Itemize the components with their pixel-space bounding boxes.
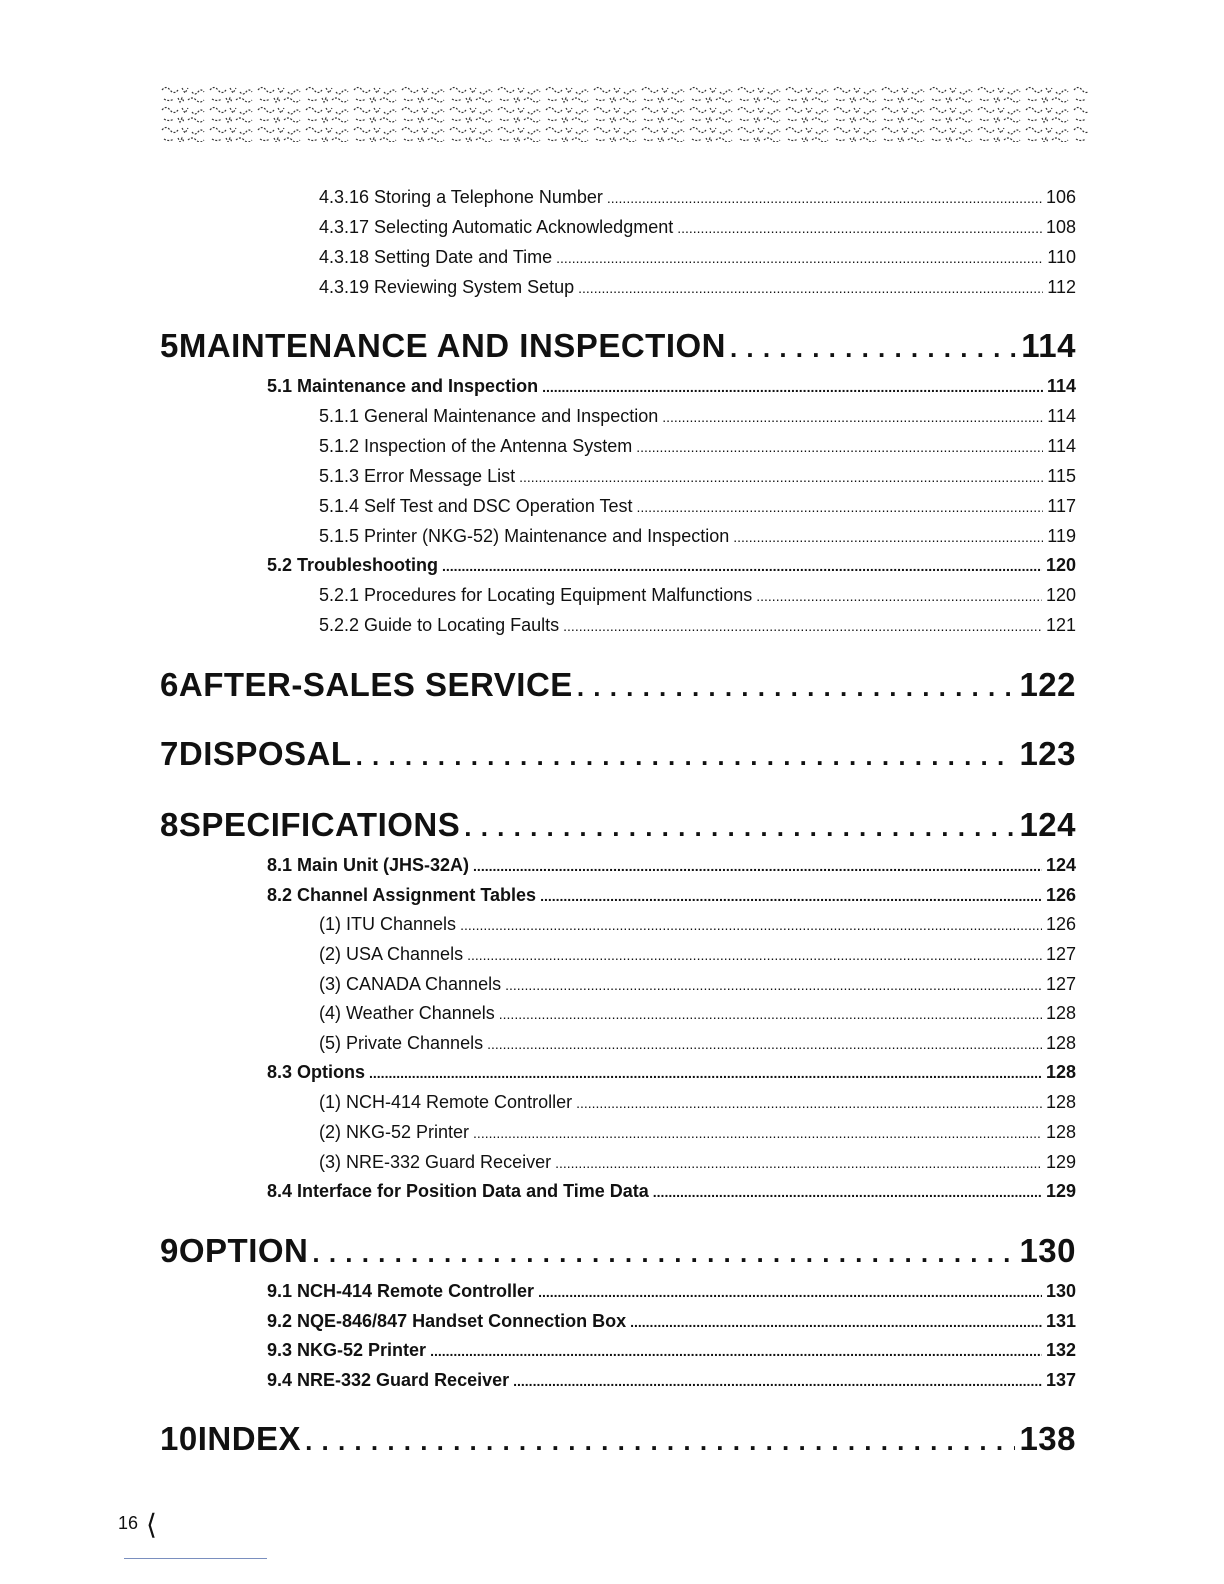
dot-leader [653, 1184, 1042, 1200]
toc-entry-page: 130 [1019, 1232, 1076, 1269]
dot-leader [467, 947, 1042, 963]
toc-entry-chapter [160, 1420, 1076, 1458]
toc-entry-page: 114 [1046, 376, 1076, 396]
toc-entry-label: 5.2.1 Procedures for Locating Equipment Malfunctions [319, 585, 753, 605]
dot-leader [563, 618, 1042, 634]
dot-leader [637, 499, 1044, 515]
dot-leader [630, 1314, 1042, 1330]
toc-entry-section [267, 555, 1076, 576]
dot-leader [542, 379, 1043, 395]
toc-entry-page: 114 [1021, 327, 1076, 364]
toc-entry-page: 126 [1045, 914, 1076, 934]
dot-leader [607, 190, 1042, 206]
toc-entry-sub [319, 1122, 1076, 1143]
toc-entry-section [267, 885, 1076, 906]
toc-entry-sub [319, 944, 1076, 965]
toc-entry-sub [319, 217, 1076, 238]
toc-entry-section [267, 376, 1076, 397]
toc-entry-label: 5.2 Troubleshooting [267, 555, 439, 575]
dot-leader [473, 858, 1042, 874]
toc-entry-label: OPTION [178, 1232, 309, 1269]
toc-entry-sub [319, 466, 1076, 487]
toc-entry-section [267, 855, 1076, 876]
toc-entry-sub [319, 1033, 1076, 1054]
chapter-number: 9 [160, 1232, 179, 1269]
toc-entry-page: 120 [1045, 555, 1076, 575]
toc-entry-sub [319, 187, 1076, 208]
dot-leader [662, 409, 1043, 425]
toc-entry-page: 124 [1045, 855, 1076, 875]
toc-entry-page: 129 [1045, 1152, 1076, 1172]
dot-leader [577, 672, 1016, 703]
toc-entry-label: 5.1.4 Self Test and DSC Operation Test [319, 496, 633, 516]
toc-entry-label: 5.1 Maintenance and Inspection [267, 376, 539, 396]
toc-entry-label: 4.3.19 Reviewing System Setup [319, 277, 575, 297]
dot-leader [369, 1065, 1042, 1081]
toc-entry-page: 108 [1045, 217, 1076, 237]
dot-leader [556, 250, 1043, 266]
toc-entry-section [267, 1062, 1076, 1083]
toc-entry-sub [319, 914, 1076, 935]
dot-leader [555, 1155, 1042, 1171]
toc-entry-chapter [160, 735, 1076, 773]
dot-leader [756, 588, 1042, 604]
toc-entry-label: 8.3 Options [267, 1062, 366, 1082]
toc-entry-label: (3) NRE-332 Guard Receiver [319, 1152, 552, 1172]
toc-entry-label: 5.1.3 Error Message List [319, 466, 516, 486]
toc-entry-sub [319, 247, 1076, 268]
dot-leader [505, 977, 1042, 993]
toc-entry-page: 110 [1047, 247, 1076, 267]
toc-entry-page: 114 [1047, 436, 1076, 456]
toc-entry-page: 126 [1045, 885, 1076, 905]
toc-entry-chapter [160, 327, 1076, 365]
toc-entry-label: AFTER-SALES SERVICE [178, 666, 573, 703]
toc-entry-page: 115 [1047, 466, 1076, 486]
toc-entry-section [267, 1181, 1076, 1202]
toc-entry-label: 5.1.5 Printer (NKG-52) Maintenance and Inspection [319, 526, 730, 546]
toc-entry-section [267, 1281, 1076, 1302]
toc-entry-label: (1) ITU Channels [319, 914, 457, 934]
toc-entry-label: 9.1 NCH-414 Remote Controller [267, 1281, 535, 1301]
toc-entry-page: 127 [1045, 944, 1076, 964]
toc-entry-label: (2) USA Channels [319, 944, 464, 964]
page-number: 16 [118, 1513, 139, 1533]
toc-entry-page: 128 [1045, 1092, 1076, 1112]
toc-entry-label: 4.3.18 Setting Date and Time [319, 247, 553, 267]
toc-entry-label: 4.3.17 Selecting Automatic Acknowledgment [319, 217, 674, 237]
toc-entry-page: 130 [1045, 1281, 1076, 1301]
toc-entry-label: 9.2 NQE-846/847 Handset Connection Box [267, 1311, 627, 1331]
chapter-number: 7 [160, 735, 179, 772]
toc-entry-sub [319, 277, 1076, 298]
toc-entry-label: (3) CANADA Channels [319, 974, 502, 994]
dot-leader [636, 439, 1043, 455]
toc-entry-sub [319, 615, 1076, 636]
toc-entry-page: 106 [1045, 187, 1076, 207]
toc-entry-label: SPECIFICATIONS [178, 806, 461, 843]
dot-leader [460, 917, 1042, 933]
toc-entry-page: 120 [1045, 585, 1076, 605]
toc-entry-label: 5.1.2 Inspection of the Antenna System [319, 436, 633, 456]
toc-entry-section [267, 1311, 1076, 1332]
toc-entry-label: INDEX [197, 1420, 302, 1457]
toc-entry-page: 124 [1019, 806, 1076, 843]
toc-entry-page: 117 [1047, 496, 1076, 516]
toc-entry-sub [319, 974, 1076, 995]
toc-entry-label: DISPOSAL [178, 735, 352, 772]
header-decorative-pattern [160, 84, 1088, 142]
toc-entry-label: (2) NKG-52 Printer [319, 1122, 470, 1142]
chapter-number: 6 [160, 666, 179, 703]
toc-entry-page: 127 [1045, 974, 1076, 994]
toc-entry-label: 5.1.1 General Maintenance and Inspection [319, 406, 659, 426]
toc-entry-page: 137 [1045, 1370, 1076, 1390]
toc-entry-label: (1) NCH-414 Remote Controller [319, 1092, 573, 1112]
chapter-number: 8 [160, 806, 179, 843]
toc-entry-page: 128 [1045, 1033, 1076, 1053]
toc-entry-page: 128 [1045, 1122, 1076, 1142]
dot-leader [442, 558, 1042, 574]
toc-entry-page: 128 [1045, 1003, 1076, 1023]
dot-leader [538, 1284, 1042, 1300]
page-mark: ⟨ [146, 1509, 157, 1540]
toc-entry-sub [319, 585, 1076, 606]
footer-divider [124, 1558, 267, 1559]
dot-leader [430, 1343, 1042, 1359]
toc-entry-label: (5) Private Channels [319, 1033, 484, 1053]
chapter-number: 5 [160, 327, 179, 364]
toc-entry-sub [319, 526, 1076, 547]
toc-entry-sub [319, 496, 1076, 517]
toc-entry-page: 121 [1045, 615, 1076, 635]
dot-leader [473, 1125, 1042, 1141]
toc-entry-page: 138 [1019, 1420, 1076, 1457]
toc-entry-page: 122 [1019, 666, 1076, 703]
dot-leader [513, 1373, 1042, 1389]
dot-leader [730, 333, 1017, 364]
toc-entry-label: 8.1 Main Unit (JHS-32A) [267, 855, 470, 875]
toc-entry-chapter [160, 806, 1076, 844]
toc-entry-page: 119 [1047, 526, 1076, 546]
toc-entry-sub [319, 1152, 1076, 1173]
dot-leader [312, 1238, 1015, 1269]
toc-entry-page: 112 [1047, 277, 1076, 297]
toc-entry-label: MAINTENANCE AND INSPECTION [178, 327, 726, 364]
toc-entry-label: 9.4 NRE-332 Guard Receiver [267, 1370, 510, 1390]
dot-leader [519, 469, 1043, 485]
toc-entry-section [267, 1370, 1076, 1391]
toc-entry-page: 129 [1045, 1181, 1076, 1201]
toc-entry-chapter [160, 666, 1076, 704]
dot-leader [540, 888, 1042, 904]
dot-leader [305, 1426, 1015, 1457]
dot-leader [499, 1006, 1042, 1022]
toc-entry-chapter [160, 1232, 1076, 1270]
toc-entry-label: 9.3 NKG-52 Printer [267, 1340, 427, 1360]
toc-entry-sub [319, 436, 1076, 457]
dot-leader [487, 1036, 1042, 1052]
toc-entry-sub [319, 1092, 1076, 1113]
toc-entry-section [267, 1340, 1076, 1361]
dot-leader [733, 529, 1043, 545]
toc-entry-label: 4.3.16 Storing a Telephone Number [319, 187, 603, 207]
dot-leader [677, 220, 1042, 236]
toc-entry-label: 8.4 Interface for Position Data and Time Data [267, 1181, 649, 1201]
toc-entry-label: 8.2 Channel Assignment Tables [267, 885, 537, 905]
toc-entry-sub [319, 1003, 1076, 1024]
toc-entry-label: 5.2.2 Guide to Locating Faults [319, 615, 560, 635]
toc-entry-page: 131 [1045, 1311, 1076, 1331]
toc-entry-page: 123 [1019, 735, 1076, 772]
toc-entry-sub [319, 406, 1076, 427]
toc-entry-label: (4) Weather Channels [319, 1003, 495, 1023]
dot-leader [464, 812, 1015, 843]
toc-entry-page: 128 [1045, 1062, 1076, 1082]
toc-entry-page: 132 [1045, 1340, 1076, 1360]
toc-entry-page: 114 [1047, 406, 1076, 426]
dot-leader [578, 280, 1043, 296]
dot-leader [356, 741, 1016, 772]
chapter-number: 10 [160, 1420, 198, 1457]
dot-leader [576, 1095, 1042, 1111]
